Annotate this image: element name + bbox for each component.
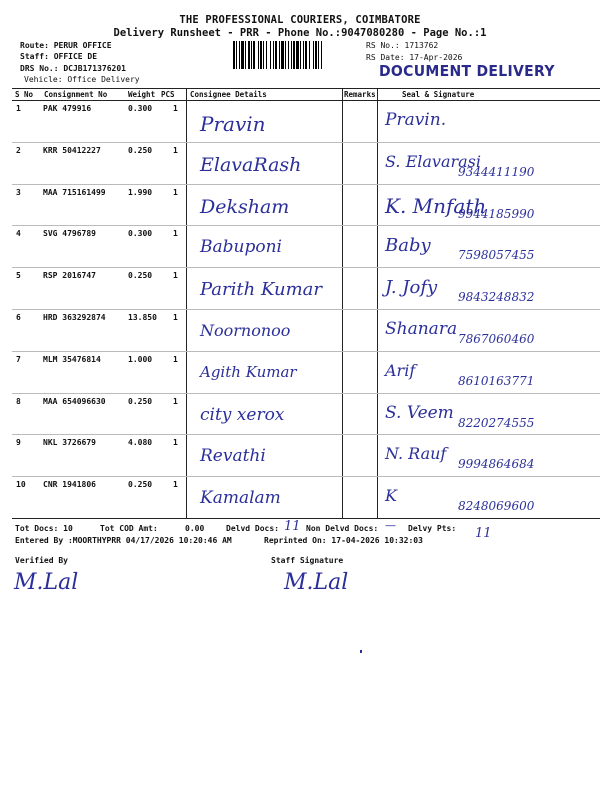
- row-consignee-handwriting: ElavaRash: [200, 153, 302, 176]
- row-consignment-no: KRR 50412227: [43, 145, 101, 155]
- ink-dot: [360, 650, 362, 653]
- delivered-docs-value: 11: [284, 519, 301, 534]
- row-weight: 1.990: [128, 187, 153, 197]
- row-consignee-handwriting: Babuponi: [200, 237, 282, 258]
- row-consignment-no: NKL 3726679: [43, 438, 96, 448]
- row-pcs: 1: [173, 104, 178, 113]
- row-weight: 4.080: [128, 438, 153, 448]
- route-label: Route: PERUR OFFICE: [20, 41, 112, 50]
- table-row: [0, 225, 600, 267]
- table-row: [0, 393, 600, 435]
- row-signature: J. Jofy: [385, 277, 438, 299]
- verified-by-signature: M.Lal: [14, 570, 79, 595]
- col-pcs: PCS: [161, 90, 175, 99]
- row-consignment-no: PAK 479916: [43, 104, 92, 113]
- row-consignee-handwriting: Kamalam: [200, 488, 281, 509]
- row-pcs: 1: [173, 480, 178, 490]
- table-row: [0, 476, 600, 518]
- row-sno: 1: [16, 104, 21, 113]
- row-weight: 13.850: [128, 313, 157, 322]
- runsheet-subtitle: Delivery Runsheet - PRR - Phone No.:9047080280 - Page No.:1: [113, 27, 487, 39]
- row-weight: 0.250: [128, 480, 153, 490]
- delivery-points-value: 11: [475, 526, 492, 541]
- row-consignee-handwriting: Noornonoo: [200, 321, 291, 340]
- col-consignee: Consignee Details: [190, 90, 267, 99]
- col-weight: Weight: [128, 90, 156, 99]
- row-consignment-no: MAA 715161499: [43, 187, 106, 197]
- row-signature: K. Mnfath: [385, 193, 487, 218]
- verified-by-label: Verified By: [15, 556, 68, 565]
- entered-by: Entered By :MOORTHYPRR 04/17/2026 10:20:46 AM: [15, 536, 232, 545]
- row-weight: 0.250: [128, 145, 153, 155]
- row-sno: 5: [16, 271, 21, 281]
- total-docs: Tot Docs: 10: [15, 524, 73, 533]
- row-sno: 9: [16, 438, 21, 448]
- row-sno: 3: [16, 187, 21, 197]
- row-phone-handwriting: 8248069600: [458, 499, 535, 514]
- row-pcs: 1: [173, 313, 178, 322]
- rs-date: RS Date: 17-Apr-2026: [366, 53, 463, 62]
- delivered-docs-label: Delvd Docs:: [226, 524, 279, 533]
- table-row: [0, 184, 600, 226]
- row-pcs: 1: [173, 229, 178, 239]
- row-consignment-no: CNR 1941806: [43, 480, 96, 490]
- staff-label: Staff: OFFICE DE: [20, 52, 98, 61]
- row-consignee-handwriting: Agith Kumar: [200, 362, 297, 381]
- staff-signature-label: Staff Signature: [271, 556, 344, 565]
- row-pcs: 1: [173, 187, 178, 197]
- row-pcs: 1: [173, 438, 178, 448]
- row-weight: 0.250: [128, 396, 153, 406]
- row-weight: 1.000: [128, 354, 153, 364]
- col-sno: S No: [15, 90, 34, 99]
- row-signature: Pravin.: [385, 110, 447, 130]
- row-sno: 4: [16, 229, 21, 239]
- row-signature: Baby: [385, 235, 431, 257]
- row-sno: 8: [16, 396, 21, 406]
- vehicle-label: Vehicle: Office Delivery: [24, 75, 140, 84]
- row-sno: 7: [16, 354, 21, 364]
- barcode: [233, 41, 360, 69]
- row-signature: S. Elavarasi: [385, 151, 481, 171]
- row-weight: 0.250: [128, 271, 153, 281]
- table-top-rule: [12, 88, 600, 89]
- row-consignment-no: MAA 654096630: [43, 396, 106, 406]
- non-delivered-docs-value: —: [385, 519, 396, 532]
- total-cod-value: 0.00: [185, 524, 205, 533]
- row-pcs: 1: [173, 145, 178, 155]
- row-signature: Shanara: [385, 319, 458, 339]
- reprinted-on: Reprinted On: 17-04-2026 10:32:03: [264, 536, 423, 545]
- table-row: [0, 267, 600, 309]
- row-consignee-handwriting: city xerox: [200, 404, 285, 425]
- col-consignment: Consignment No: [44, 90, 108, 99]
- row-consignee-handwriting: Deksham: [200, 195, 290, 218]
- table-row: [0, 142, 600, 184]
- row-sno: 6: [16, 313, 21, 322]
- row-phone-handwriting: 7867060460: [458, 332, 535, 346]
- table-row: [0, 100, 600, 142]
- total-cod-label: Tot COD Amt:: [100, 524, 158, 533]
- company-title: THE PROFESSIONAL COURIERS, COIMBATORE: [179, 14, 421, 26]
- delivery-points-label: Delvy Pts:: [408, 524, 457, 533]
- row-phone-handwriting: 9994864684: [458, 457, 535, 472]
- rs-number: RS No.: 1713762: [366, 41, 439, 50]
- row-sno: 2: [16, 145, 21, 155]
- row-phone-handwriting: 7598057455: [458, 248, 535, 263]
- table-row: [0, 434, 600, 476]
- col-remarks: Remarks: [344, 90, 376, 99]
- row-consignee-handwriting: Revathi: [200, 446, 266, 467]
- row-phone-handwriting: 8610163771: [458, 373, 535, 388]
- row-weight: 0.300: [128, 104, 153, 113]
- row-pcs: 1: [173, 271, 178, 281]
- row-signature: N. Rauf: [385, 444, 447, 464]
- row-phone-handwriting: 8220274555: [458, 415, 535, 430]
- row-signature: Arif: [385, 360, 416, 380]
- non-delivered-docs-label: Non Delvd Docs:: [306, 524, 379, 533]
- document-delivery-stamp: DOCUMENT DELIVERY: [379, 63, 555, 81]
- row-pcs: 1: [173, 354, 178, 364]
- row-weight: 0.300: [128, 229, 153, 239]
- row-phone-handwriting: 9944185990: [458, 206, 535, 221]
- table-row: [0, 351, 600, 393]
- row-consignment-no: SVG 4796789: [43, 229, 96, 239]
- row-phone-handwriting: 9344411190: [458, 164, 535, 179]
- row-pcs: 1: [173, 396, 178, 406]
- row-signature: S. Veem: [385, 402, 454, 423]
- row-consignment-no: HRD 363292874: [43, 313, 106, 322]
- table-row: [0, 309, 600, 351]
- row-phone-handwriting: 9843248832: [458, 290, 535, 305]
- row-sno: 10: [16, 480, 26, 490]
- row-consignment-no: MLM 35476814: [43, 354, 101, 364]
- row-consignee-handwriting: Parith Kumar: [200, 279, 322, 301]
- col-seal-signature: Seal & Signature: [402, 90, 475, 99]
- drs-number: DRS No.: DCJB171376201: [20, 64, 126, 73]
- row-consignment-no: RSP 2016747: [43, 271, 96, 281]
- row-signature: K: [385, 486, 397, 506]
- table-bottom-rule: [12, 518, 600, 519]
- staff-signature: M.Lal: [284, 570, 349, 595]
- row-consignee-handwriting: Pravin: [200, 112, 266, 136]
